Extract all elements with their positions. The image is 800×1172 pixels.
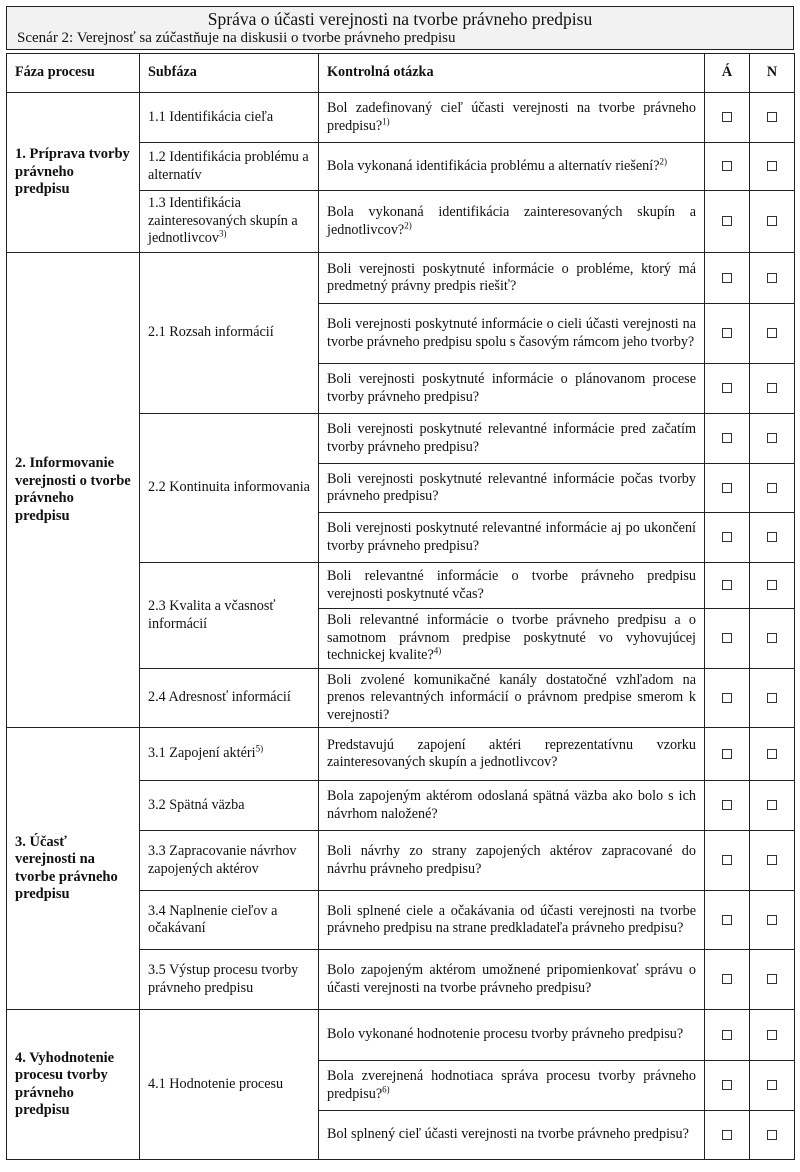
subphase-1-3: 1.3 Identifikácia zainteresovaných skupín a jednotlivcov$^{3)}$ <box>140 191 319 253</box>
checkbox-square[interactable] <box>767 974 777 984</box>
checkbox-square[interactable] <box>767 580 777 590</box>
checkbox-yes-7[interactable] <box>705 414 750 464</box>
checkbox-no-16[interactable] <box>750 891 795 950</box>
checkbox-square[interactable] <box>722 532 732 542</box>
checkbox-yes-8[interactable] <box>705 464 750 513</box>
question-1: Bol zadefinovaný cieľ účasti verejnosti na tvorbe právneho predpisu?$^{1)}$ <box>319 93 705 143</box>
phase-2: 2. Informovanie verejnosti o tvorbe právneho predpisu <box>7 253 140 728</box>
table-header-row <box>7 54 795 93</box>
checkbox-no-12[interactable] <box>750 669 795 728</box>
question-4: Boli verejnosti poskytnuté informácie o probléme, ktorý má predmetný právny predpis riešiť? <box>319 253 705 304</box>
checkbox-no-5[interactable] <box>750 304 795 364</box>
subphase-3-3: 3.3 Zapracovanie návrhov zapojených aktérov <box>140 831 319 891</box>
checkbox-yes-15[interactable] <box>705 831 750 891</box>
checkbox-square[interactable] <box>722 749 732 759</box>
checkbox-square[interactable] <box>722 693 732 703</box>
checkbox-no-2[interactable] <box>750 143 795 191</box>
checkbox-yes-11[interactable] <box>705 609 750 669</box>
subphase-3-2: 3.2 Spätná väzba <box>140 781 319 831</box>
checkbox-square[interactable] <box>767 161 777 171</box>
col-header-yes: Á <box>705 54 750 93</box>
checkbox-no-17[interactable] <box>750 950 795 1010</box>
checkbox-square[interactable] <box>722 915 732 925</box>
question-18: Bolo vykonané hodnotenie procesu tvorby právneho predpisu? <box>319 1010 705 1061</box>
question-15: Boli návrhy zo strany zapojených aktérov zapracované do návrhu právneho predpisu? <box>319 831 705 891</box>
col-header-no: N <box>750 54 795 93</box>
checkbox-yes-14[interactable] <box>705 781 750 831</box>
question-14: Bola zapojeným aktérom odoslaná spätná väzba ako bolo s ich návrhom naložené? <box>319 781 705 831</box>
checkbox-square[interactable] <box>722 633 732 643</box>
question-12: Boli zvolené komunikačné kanály dostatočné vzhľadom na prenos relevantných informácií o právnom predpise smerom k verejnosti? <box>319 669 705 728</box>
checkbox-no-6[interactable] <box>750 364 795 414</box>
checkbox-yes-6[interactable] <box>705 364 750 414</box>
checkbox-square[interactable] <box>767 383 777 393</box>
checkbox-square[interactable] <box>767 483 777 493</box>
checkbox-yes-13[interactable] <box>705 728 750 781</box>
report-header <box>6 6 794 50</box>
report-form <box>6 6 794 1160</box>
checkbox-no-1[interactable] <box>750 93 795 143</box>
checkbox-yes-3[interactable] <box>705 191 750 253</box>
question-6: Boli verejnosti poskytnuté informácie o plánovanom procese tvorby právneho predpisu? <box>319 364 705 414</box>
col-header-question: Kontrolná otázka <box>319 54 705 93</box>
checklist-table <box>6 53 795 1160</box>
checkbox-square[interactable] <box>722 855 732 865</box>
question-8: Boli verejnosti poskytnuté relevantné informácie počas tvorby právneho predpisu? <box>319 464 705 513</box>
subphase-1-2: 1.2 Identifikácia problému a alternatív <box>140 143 319 191</box>
checkbox-square[interactable] <box>767 633 777 643</box>
subphase-3-1: 3.1 Zapojení aktéri$^{5)}$ <box>140 728 319 781</box>
checkbox-yes-19[interactable] <box>705 1061 750 1111</box>
checkbox-yes-12[interactable] <box>705 669 750 728</box>
checkbox-square[interactable] <box>767 433 777 443</box>
checkbox-yes-17[interactable] <box>705 950 750 1010</box>
question-20: Bol splnený cieľ účasti verejnosti na tvorbe právneho predpisu? <box>319 1111 705 1160</box>
question-11: Boli relevantné informácie o tvorbe právneho predpisu a o samotnom právnom predpise poskytnuté vo vyhovujúcej technickej kvalite?$^{4)}$ <box>319 609 705 669</box>
checkbox-square[interactable] <box>722 273 732 283</box>
checkbox-square[interactable] <box>722 1130 732 1140</box>
subphase-2-3: 2.3 Kvalita a včasnosť informácií <box>140 563 319 669</box>
question-19: Bola zverejnená hodnotiaca správa procesu tvorby právneho predpisu?$^{6)}$ <box>319 1061 705 1111</box>
subphase-2-4: 2.4 Adresnosť informácií <box>140 669 319 728</box>
checkbox-no-4[interactable] <box>750 253 795 304</box>
question-13: Predstavujú zapojení aktéri reprezentatívnu vzorku zainteresovaných skupín a jednotlivcov? <box>319 728 705 781</box>
question-16: Boli splnené ciele a očakávania od účasti verejnosti na tvorbe právneho predpisu na strane predkladateľa právneho predpisu? <box>319 891 705 950</box>
checkbox-square[interactable] <box>722 800 732 810</box>
phase-3: 3. Účasť verejnosti na tvorbe právneho predpisu <box>7 728 140 1010</box>
checkbox-square[interactable] <box>767 915 777 925</box>
checkbox-square[interactable] <box>767 216 777 226</box>
checkbox-square[interactable] <box>722 383 732 393</box>
checkbox-square[interactable] <box>722 483 732 493</box>
table-row <box>7 253 795 304</box>
checkbox-square[interactable] <box>767 855 777 865</box>
checkbox-square[interactable] <box>722 328 732 338</box>
table-row <box>7 93 795 143</box>
subphase-2-1: 2.1 Rozsah informácií <box>140 253 319 414</box>
checkbox-yes-20[interactable] <box>705 1111 750 1160</box>
checkbox-no-20[interactable] <box>750 1111 795 1160</box>
checkbox-square[interactable] <box>767 532 777 542</box>
phase-1: 1. Príprava tvorby právneho predpisu <box>7 93 140 253</box>
subphase-4-1: 4.1 Hodnotenie procesu <box>140 1010 319 1160</box>
checkbox-yes-9[interactable] <box>705 513 750 563</box>
checkbox-square[interactable] <box>722 433 732 443</box>
checkbox-square[interactable] <box>767 112 777 122</box>
checkbox-yes-2[interactable] <box>705 143 750 191</box>
checkbox-yes-16[interactable] <box>705 891 750 950</box>
checkbox-square[interactable] <box>767 328 777 338</box>
checkbox-no-3[interactable] <box>750 191 795 253</box>
question-3: Bola vykonaná identifikácia zainteresovaných skupín a jednotlivcov?$^{2)}$ <box>319 191 705 253</box>
checkbox-yes-1[interactable] <box>705 93 750 143</box>
checkbox-square[interactable] <box>767 800 777 810</box>
checkbox-square[interactable] <box>722 1080 732 1090</box>
subphase-1-1: 1.1 Identifikácia cieľa <box>140 93 319 143</box>
checkbox-square[interactable] <box>767 1130 777 1140</box>
checkbox-square[interactable] <box>722 161 732 171</box>
phase-4: 4. Vyhodnotenie procesu tvorby právneho predpisu <box>7 1010 140 1160</box>
question-17: Bolo zapojeným aktérom umožnené pripomienkovať správu o účasti verejnosti na tvorbe právneho predpisu? <box>319 950 705 1010</box>
report-subtitle: Scenár 2: Verejnosť sa zúčastňuje na diskusii o tvorbe právneho predpisu <box>17 30 456 46</box>
table-row <box>7 1010 795 1061</box>
checkbox-square[interactable] <box>767 693 777 703</box>
checkbox-square[interactable] <box>722 216 732 226</box>
checkbox-square[interactable] <box>722 1030 732 1040</box>
question-10: Boli relevantné informácie o tvorbe právneho predpisu verejnosti poskytnuté včas? <box>319 563 705 609</box>
checkbox-square[interactable] <box>767 273 777 283</box>
checkbox-no-13[interactable] <box>750 728 795 781</box>
question-5: Boli verejnosti poskytnuté informácie o cieli účasti verejnosti na tvorbe právneho predpisu spolu s časovým rámcom jeho tvorby? <box>319 304 705 364</box>
checkbox-no-14[interactable] <box>750 781 795 831</box>
checkbox-yes-4[interactable] <box>705 253 750 304</box>
checkbox-no-15[interactable] <box>750 831 795 891</box>
checkbox-no-18[interactable] <box>750 1010 795 1061</box>
checkbox-yes-5[interactable] <box>705 304 750 364</box>
question-7: Boli verejnosti poskytnuté relevantné informácie pred začatím tvorby právneho predpisu? <box>319 414 705 464</box>
report-title: Správa o účasti verejnosti na tvorbe právneho predpisu <box>207 9 593 29</box>
checkbox-square[interactable] <box>767 1030 777 1040</box>
checkbox-square[interactable] <box>722 974 732 984</box>
col-header-phase: Fáza procesu <box>7 54 140 93</box>
question-2: Bola vykonaná identifikácia problému a alternatív riešení?$^{2)}$ <box>319 143 705 191</box>
checkbox-yes-18[interactable] <box>705 1010 750 1061</box>
checkbox-square[interactable] <box>767 749 777 759</box>
table-row <box>7 728 795 781</box>
checkbox-no-7[interactable] <box>750 414 795 464</box>
checkbox-square[interactable] <box>722 580 732 590</box>
checkbox-square[interactable] <box>767 1080 777 1090</box>
subphase-3-5: 3.5 Výstup procesu tvorby právneho predpisu <box>140 950 319 1010</box>
col-header-subphase: Subfáza <box>140 54 319 93</box>
checkbox-no-19[interactable] <box>750 1061 795 1111</box>
checkbox-square[interactable] <box>722 112 732 122</box>
checkbox-no-9[interactable] <box>750 513 795 563</box>
subphase-3-4: 3.4 Naplnenie cieľov a očakávaní <box>140 891 319 950</box>
checkbox-no-11[interactable] <box>750 609 795 669</box>
checkbox-no-8[interactable] <box>750 464 795 513</box>
checkbox-yes-10[interactable] <box>705 563 750 609</box>
checkbox-no-10[interactable] <box>750 563 795 609</box>
subphase-2-2: 2.2 Kontinuita informovania <box>140 414 319 563</box>
question-9: Boli verejnosti poskytnuté relevantné informácie aj po ukončení tvorby právneho predpisu? <box>319 513 705 563</box>
